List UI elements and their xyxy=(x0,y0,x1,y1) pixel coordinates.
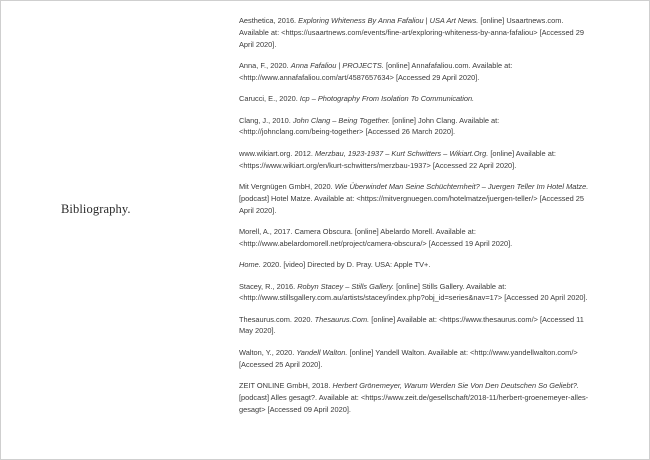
reference-title: Thesaurus.Com. xyxy=(314,314,370,324)
reference-title: Home. xyxy=(239,260,261,270)
reference-prefix: Walton, Y., 2020. xyxy=(239,347,297,357)
reference-entry xyxy=(239,347,589,371)
reference-suffix: [online] Yandell Walton. Available at: <http://www.yandellwalton.com/> [Accessed 25 April 2020]. xyxy=(239,347,578,369)
reference-suffix: [online] Available at: <https://www.thesaurus.com/> [Accessed 11 May 2020]. xyxy=(239,314,584,336)
reference-prefix: Mit Vergnügen GmbH, 2020. xyxy=(239,181,335,191)
reference-entry xyxy=(239,60,589,84)
reference-suffix: [podcast] Hotel Matze. Available at: <https://mitvergnuegen.com/hotelmatze/juergen-teller/> [Accessed 25 April 2020]. xyxy=(239,193,584,215)
reference-title: Exploring Whiteness By Anna Fafaliou | USA Art News. xyxy=(298,16,479,25)
reference-suffix: [online] Usaartnews.com. Available at: <https://usaartnews.com/events/fine-art/exploring-whiteness-by-anna-fafaliou> [Accessed 29 April 2020]. xyxy=(239,16,584,49)
reference-entry xyxy=(239,15,589,50)
reference-prefix: www.wikiart.org. 2012. xyxy=(239,148,315,158)
reference-title: Herbert Grönemeyer, Warum Werden Sie Von Den Deutschen So Geliebt?. xyxy=(332,381,579,391)
reference-prefix: Clang, J., 2010. xyxy=(239,115,293,125)
reference-prefix: ZEIT ONLINE GmbH, 2018. xyxy=(239,381,333,391)
reference-entry xyxy=(239,181,589,216)
reference-prefix: Aesthetica, 2016. xyxy=(239,16,299,25)
reference-list xyxy=(239,15,589,425)
reference-prefix: Thesaurus.com. 2020. xyxy=(239,314,315,324)
reference-entry xyxy=(239,314,589,338)
reference-prefix: Stacey, R., 2016. xyxy=(239,281,298,291)
reference-entry xyxy=(239,115,589,139)
reference-title: John Clang – Being Together. xyxy=(292,115,391,125)
reference-suffix: [online] Available at: <https://www.wikiart.org/en/kurt-schwitters/merzbau-1937> [Accessed 22 April 2020]. xyxy=(239,148,556,170)
reference-title: Anna Fafaliou | PROJECTS. xyxy=(290,60,384,70)
reference-suffix: [online] Annafafaliou.com. Available at: <http://www.annafafaliou.com/art/4587657634> [Accessed 29 April 2020]. xyxy=(239,60,513,82)
reference-entry xyxy=(239,380,589,415)
reference-suffix: [podcast] Alles gesagt?. Available at: <https://www.zeit.de/gesellschaft/2018-11/herbert-groenemeyer-alles-gesagt> [Accessed 09 April 2020]. xyxy=(239,392,589,414)
reference-entry xyxy=(239,226,589,250)
reference-title: Wie Überwindet Man Seine Schüchternheit? – Juergen Teller Im Hotel Matze. xyxy=(334,181,589,191)
reference-prefix: Anna, F., 2020. xyxy=(239,60,291,70)
reference-entry xyxy=(239,281,589,305)
reference-title: Merzbau, 1923-1937 – Kurt Schwitters – Wikiart.Org. xyxy=(315,148,489,158)
reference-suffix: [online] John Clang. Available at: <http://johnclang.com/being-together> [Accessed 26 March 2020]. xyxy=(239,115,500,137)
section-title: Bibliography. xyxy=(61,202,131,216)
reference-suffix: 2020. [video] Directed by D. Pray. USA: Apple TV+. xyxy=(260,260,431,270)
reference-title: Icp – Photography From Isolation To Communication. xyxy=(299,94,475,104)
reference-entry xyxy=(239,148,589,172)
reference-prefix: Carucci, E., 2020. xyxy=(239,94,300,104)
reference-suffix: [online] Stills Gallery. Available at: <http://www.stillsgallery.com.au/artists/stacey/index.php?obj_id=series&nav=17> [Accessed 20 April 2020]. xyxy=(239,281,588,303)
reference-prefix: Morell, A., 2017. Camera Obscura. [online] Abelardo Morell. Available at: <http://www.abelardomorell.net/project/camera-obscura/> [Accessed 19 April 2020]. xyxy=(239,226,513,248)
reference-title: Robyn Stacey – Stills Gallery. xyxy=(297,281,395,291)
reference-entry xyxy=(239,259,589,271)
reference-title: Yandell Walton. xyxy=(296,347,348,357)
reference-entry xyxy=(239,93,589,105)
